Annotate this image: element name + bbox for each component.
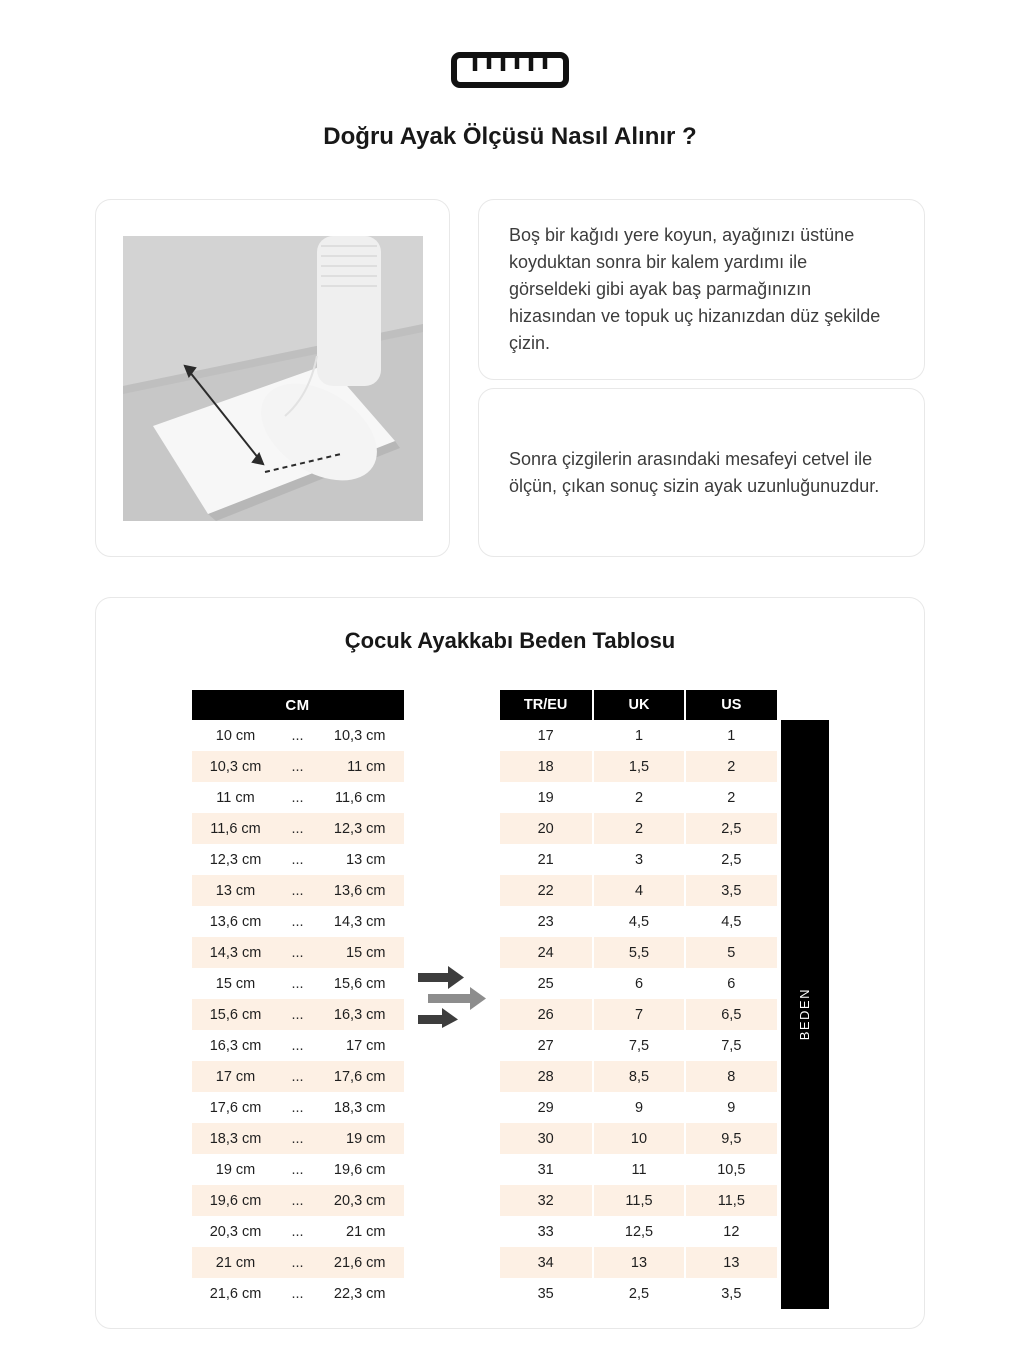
us-cell: 2 [684, 751, 776, 782]
cm-from-cell: 11,6 cm [192, 813, 280, 844]
cm-range-dots: ... [280, 1061, 316, 1092]
cm-range-dots: ... [280, 1185, 316, 1216]
size-table-row [500, 1030, 777, 1061]
uk-cell: 7,5 [592, 1030, 684, 1061]
size-table-row [500, 1154, 777, 1185]
cm-range-dots: ... [291, 1223, 304, 1240]
cm-to-cell: 17 cm [346, 1037, 386, 1054]
cm-range-dots: ... [291, 1099, 304, 1116]
cm-to-cell: 21 cm [346, 1223, 386, 1240]
tr-eu-cell: 27 [537, 1037, 554, 1054]
cm-range-dots: ... [291, 975, 304, 992]
tr-eu-cell: 32 [500, 1185, 592, 1216]
tr-eu-cell: 23 [537, 913, 554, 930]
uk-cell: 3 [592, 844, 684, 875]
cm-to-cell: 13,6 cm [316, 875, 404, 906]
size-table-row [500, 1123, 777, 1154]
us-cell: 11,5 [684, 1185, 776, 1216]
size-table-card [95, 597, 925, 1329]
uk-cell: 6 [592, 968, 684, 999]
us-cell: 5 [684, 937, 776, 968]
cm-to-cell: 21,6 cm [316, 1247, 404, 1278]
uk-cell: 11,5 [592, 1185, 684, 1216]
cm-to-cell: 18,3 cm [333, 1099, 386, 1116]
tr-eu-cell: 25 [537, 975, 554, 992]
cm-range-dots: ... [291, 913, 304, 930]
cm-to-cell: 11 cm [316, 751, 404, 782]
tr-eu-cell: 26 [500, 999, 592, 1030]
cm-table-row [192, 1030, 404, 1061]
size-table-row [500, 1061, 777, 1092]
cm-range-dots: ... [280, 1123, 316, 1154]
size-table-row [500, 1092, 777, 1123]
cm-to-cell: 15,6 cm [333, 975, 386, 992]
size-table-row [500, 844, 777, 875]
page-title: Doğru Ayak Ölçüsü Nasıl Alınır ? [323, 123, 697, 150]
cm-table-row [192, 1216, 404, 1247]
cm-table-row [192, 844, 404, 875]
instruction-texts [478, 199, 925, 557]
size-table-row [500, 1216, 777, 1247]
cm-range-dots: ... [280, 999, 316, 1030]
tr-eu-cell: 29 [537, 1099, 554, 1116]
uk-cell: 7 [592, 999, 684, 1030]
size-table-row [500, 720, 777, 751]
cm-from-cell: 20,3 cm [209, 1223, 262, 1240]
tr-eu-cell: 33 [537, 1223, 554, 1240]
size-table-row [500, 937, 777, 968]
uk-cell: 10 [592, 1123, 684, 1154]
size-table-row [500, 782, 777, 813]
us-cell: 3,5 [684, 1278, 776, 1309]
tr-eu-cell: 34 [500, 1247, 592, 1278]
size-table-row [500, 813, 777, 844]
cm-from-cell: 10 cm [215, 727, 256, 744]
cm-table-row [192, 906, 404, 937]
cm-from-cell: 17 cm [192, 1061, 280, 1092]
size-table-row [500, 1247, 777, 1278]
uk-cell: 9 [592, 1092, 684, 1123]
cm-table-row [192, 1061, 404, 1092]
uk-cell: 13 [592, 1247, 684, 1278]
instruction-text-1: Boş bir kağıdı yere koyun, ayağınızı üstüne koyduktan sonra bir kalem yardımı ile görseldeki gibi ayak baş parmağınızın hizasından ve topuk uç hizanızdan düz şekilde çizin. [509, 225, 881, 353]
cm-range-dots: ... [291, 1161, 304, 1178]
cm-table-row [192, 782, 404, 813]
uk-cell: 5,5 [592, 937, 684, 968]
cm-range-dots: ... [280, 751, 316, 782]
us-cell: 12 [684, 1216, 776, 1247]
cm-to-cell: 20,3 cm [316, 1185, 404, 1216]
tr-eu-cell: 19 [537, 789, 554, 806]
tr-eu-cell: 24 [500, 937, 592, 968]
size-table-row [500, 751, 777, 782]
cm-from-cell: 10,3 cm [192, 751, 280, 782]
us-cell: 4,5 [684, 906, 776, 937]
cm-table-row [192, 813, 404, 844]
cm-range-dots: ... [291, 851, 304, 868]
uk-cell: 2 [592, 782, 684, 813]
cm-from-cell: 18,3 cm [192, 1123, 280, 1154]
cm-to-cell: 19 cm [316, 1123, 404, 1154]
header-tr-eu: TR/EU [500, 690, 592, 720]
size-guide-page [95, 0, 925, 1329]
cm-table-row [192, 968, 404, 999]
foot-measurement-photo-card [95, 199, 450, 557]
cm-range-dots: ... [291, 1037, 304, 1054]
cm-table-row [192, 1247, 404, 1278]
us-cell: 8 [684, 1061, 776, 1092]
uk-cell: 4,5 [592, 906, 684, 937]
cm-from-cell: 19 cm [215, 1161, 256, 1178]
tr-eu-cell: 17 [537, 727, 554, 744]
size-table-row [500, 875, 777, 906]
us-cell: 1 [684, 720, 776, 751]
cm-from-cell: 16,3 cm [209, 1037, 262, 1054]
uk-cell: 2,5 [592, 1278, 684, 1309]
cm-to-cell: 16,3 cm [316, 999, 404, 1030]
instruction-card-1 [478, 199, 925, 380]
cm-table-row [192, 751, 404, 782]
us-cell: 2,5 [684, 844, 776, 875]
size-table-row [500, 1185, 777, 1216]
cm-table-row [192, 875, 404, 906]
cm-range-dots: ... [291, 727, 304, 744]
size-table-row [500, 1278, 777, 1309]
cm-from-cell: 13,6 cm [209, 913, 262, 930]
beden-label: BEDEN [797, 988, 812, 1041]
foot-measurement-photo [123, 236, 423, 521]
cm-table-row [192, 720, 404, 751]
tr-eu-cell: 22 [500, 875, 592, 906]
us-cell: 6 [684, 968, 776, 999]
us-cell: 9,5 [684, 1123, 776, 1154]
us-cell: 9 [684, 1092, 776, 1123]
uk-cell: 2 [592, 813, 684, 844]
size-table-row [500, 999, 777, 1030]
cm-table-row [192, 1278, 404, 1309]
size-tables [96, 690, 924, 1309]
header-uk: UK [592, 690, 684, 720]
cm-from-cell: 15 cm [215, 975, 256, 992]
cm-table-row [192, 999, 404, 1030]
cm-from-cell: 13 cm [192, 875, 280, 906]
cm-table-row [192, 1154, 404, 1185]
tr-eu-cell: 28 [500, 1061, 592, 1092]
cm-table-row [192, 1092, 404, 1123]
tr-eu-cell: 30 [500, 1123, 592, 1154]
uk-cell: 4 [592, 875, 684, 906]
cm-from-cell: 14,3 cm [192, 937, 280, 968]
howto-section [95, 199, 925, 557]
ruler-icon [95, 0, 925, 95]
us-cell: 13 [684, 1247, 776, 1278]
cm-table-row [192, 1185, 404, 1216]
cm-table-row [192, 1123, 404, 1154]
cm-range-dots: ... [280, 875, 316, 906]
cm-from-cell: 15,6 cm [192, 999, 280, 1030]
tr-eu-cell: 21 [537, 851, 554, 868]
tr-eu-cell: 35 [537, 1285, 554, 1302]
cm-from-cell: 12,3 cm [209, 851, 262, 868]
tr-eu-cell: 31 [537, 1161, 554, 1178]
uk-cell: 11 [592, 1154, 684, 1185]
cm-to-cell: 17,6 cm [316, 1061, 404, 1092]
cm-range-dots: ... [280, 937, 316, 968]
header-us: US [684, 690, 776, 720]
us-cell: 2,5 [684, 813, 776, 844]
uk-cell: 8,5 [592, 1061, 684, 1092]
ruler-icon-svg [450, 50, 570, 90]
us-cell: 10,5 [684, 1154, 776, 1185]
tr-eu-cell: 18 [500, 751, 592, 782]
cm-from-cell: 19,6 cm [192, 1185, 280, 1216]
cm-from-cell: 21,6 cm [209, 1285, 262, 1302]
cm-to-cell: 15 cm [316, 937, 404, 968]
cm-range-dots: ... [280, 1247, 316, 1278]
size-table-row [500, 906, 777, 937]
tr-eu-cell: 20 [500, 813, 592, 844]
beden-label-bar [781, 720, 829, 1309]
conversion-arrows-icon [416, 964, 488, 1035]
instruction-card-2 [478, 388, 925, 557]
cm-range-dots: ... [280, 813, 316, 844]
us-cell: 3,5 [684, 875, 776, 906]
cm-table [192, 690, 404, 1309]
cm-from-cell: 21 cm [192, 1247, 280, 1278]
cm-to-cell: 19,6 cm [333, 1161, 386, 1178]
instruction-text-2: Sonra çizgilerin arasındaki mesafeyi cetvel ile ölçün, çıkan sonuç sizin ayak uzunluğunuzdur. [509, 448, 880, 496]
uk-cell: 12,5 [592, 1216, 684, 1247]
cm-range-dots: ... [291, 1285, 304, 1302]
uk-cell: 1,5 [592, 751, 684, 782]
size-table-row [500, 968, 777, 999]
size-table-title: Çocuk Ayakkabı Beden Tablosu [344, 628, 676, 653]
cm-to-cell: 13 cm [346, 851, 386, 868]
cm-table-row [192, 937, 404, 968]
cm-to-cell: 12,3 cm [316, 813, 404, 844]
cm-to-cell: 14,3 cm [333, 913, 386, 930]
cm-to-cell: 11,6 cm [334, 789, 386, 806]
size-conversion-table [500, 690, 777, 1309]
us-cell: 7,5 [684, 1030, 776, 1061]
cm-table-header: CM [192, 690, 404, 720]
cm-to-cell: 10,3 cm [333, 727, 386, 744]
us-cell: 6,5 [684, 999, 776, 1030]
cm-from-cell: 17,6 cm [209, 1099, 262, 1116]
uk-cell: 1 [592, 720, 684, 751]
cm-range-dots: ... [291, 789, 304, 806]
us-cell: 2 [684, 782, 776, 813]
cm-to-cell: 22,3 cm [333, 1285, 386, 1302]
cm-from-cell: 11 cm [216, 789, 255, 806]
